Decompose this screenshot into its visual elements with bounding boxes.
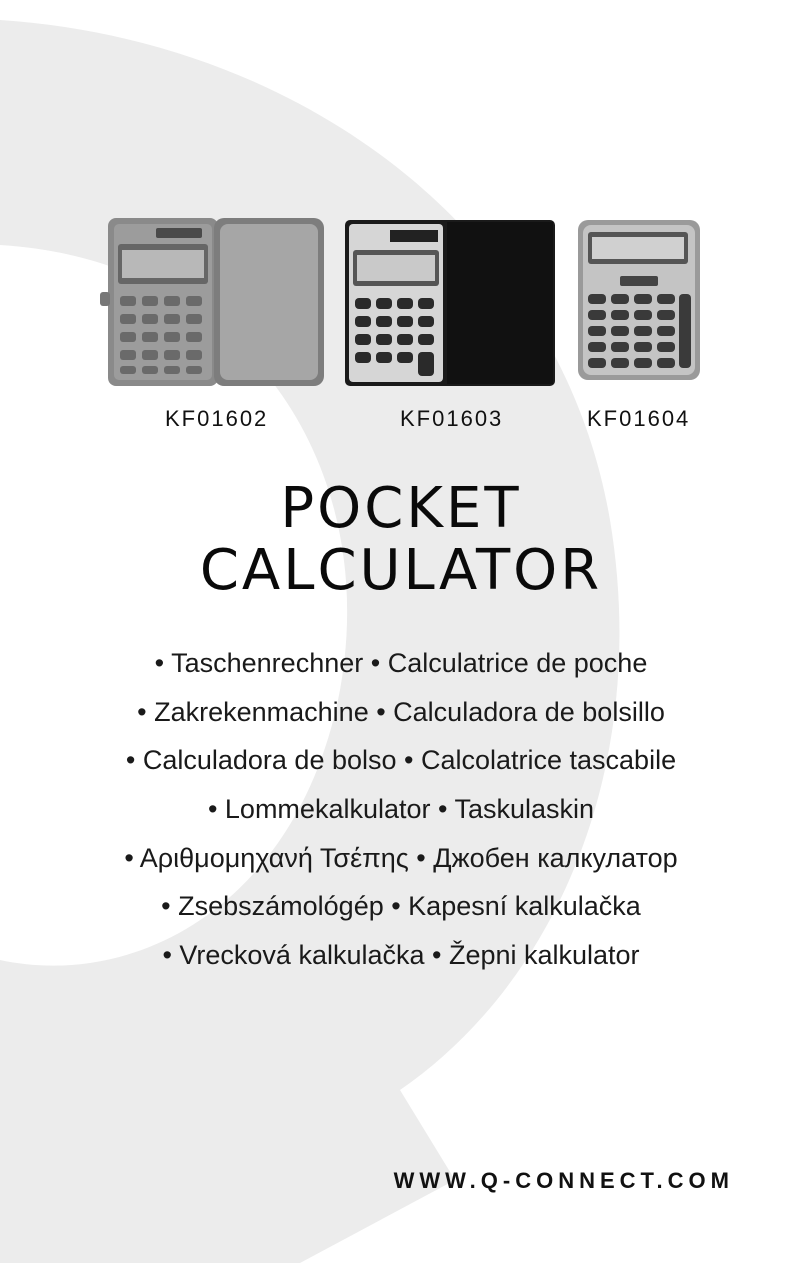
product-images xyxy=(0,0,802,440)
translation-line: • Zakrekenmachine • Calculadora de bolsillo xyxy=(137,696,665,727)
translations-list xyxy=(0,639,802,980)
translation-line: • Calculadora de bolso • Calcolatrice tascabile xyxy=(125,745,677,776)
calculator-desktop-mini-icon xyxy=(578,220,700,380)
product-code-kf01602: KF01602 xyxy=(165,406,269,431)
product-code-kf01603: KF01603 xyxy=(400,406,504,431)
translation-line: • Vrecková kalkulačka • Žepni kalkulator xyxy=(162,940,640,971)
translation-line: • Zsebszámológép • Kapesní kalkulačka xyxy=(161,891,641,922)
calculator-flip-cover-grey-icon xyxy=(100,218,324,386)
title-line-1: POCKET xyxy=(280,476,522,541)
calculator-wallet-black-icon xyxy=(345,220,555,386)
translation-line: • Taschenrechner • Calculatrice de poche xyxy=(154,648,648,678)
translation-line: • Lommekalkulator • Taskulaskin xyxy=(207,794,595,825)
translation-line: • Αριθμομηχανή Τσέπης • Джобен калкулатор xyxy=(124,842,678,873)
website-url: WWW.Q-CONNECT.COM xyxy=(393,1168,734,1193)
product-code-kf01604: KF01604 xyxy=(587,406,691,431)
title-line-2: CALCULATOR xyxy=(199,538,603,603)
